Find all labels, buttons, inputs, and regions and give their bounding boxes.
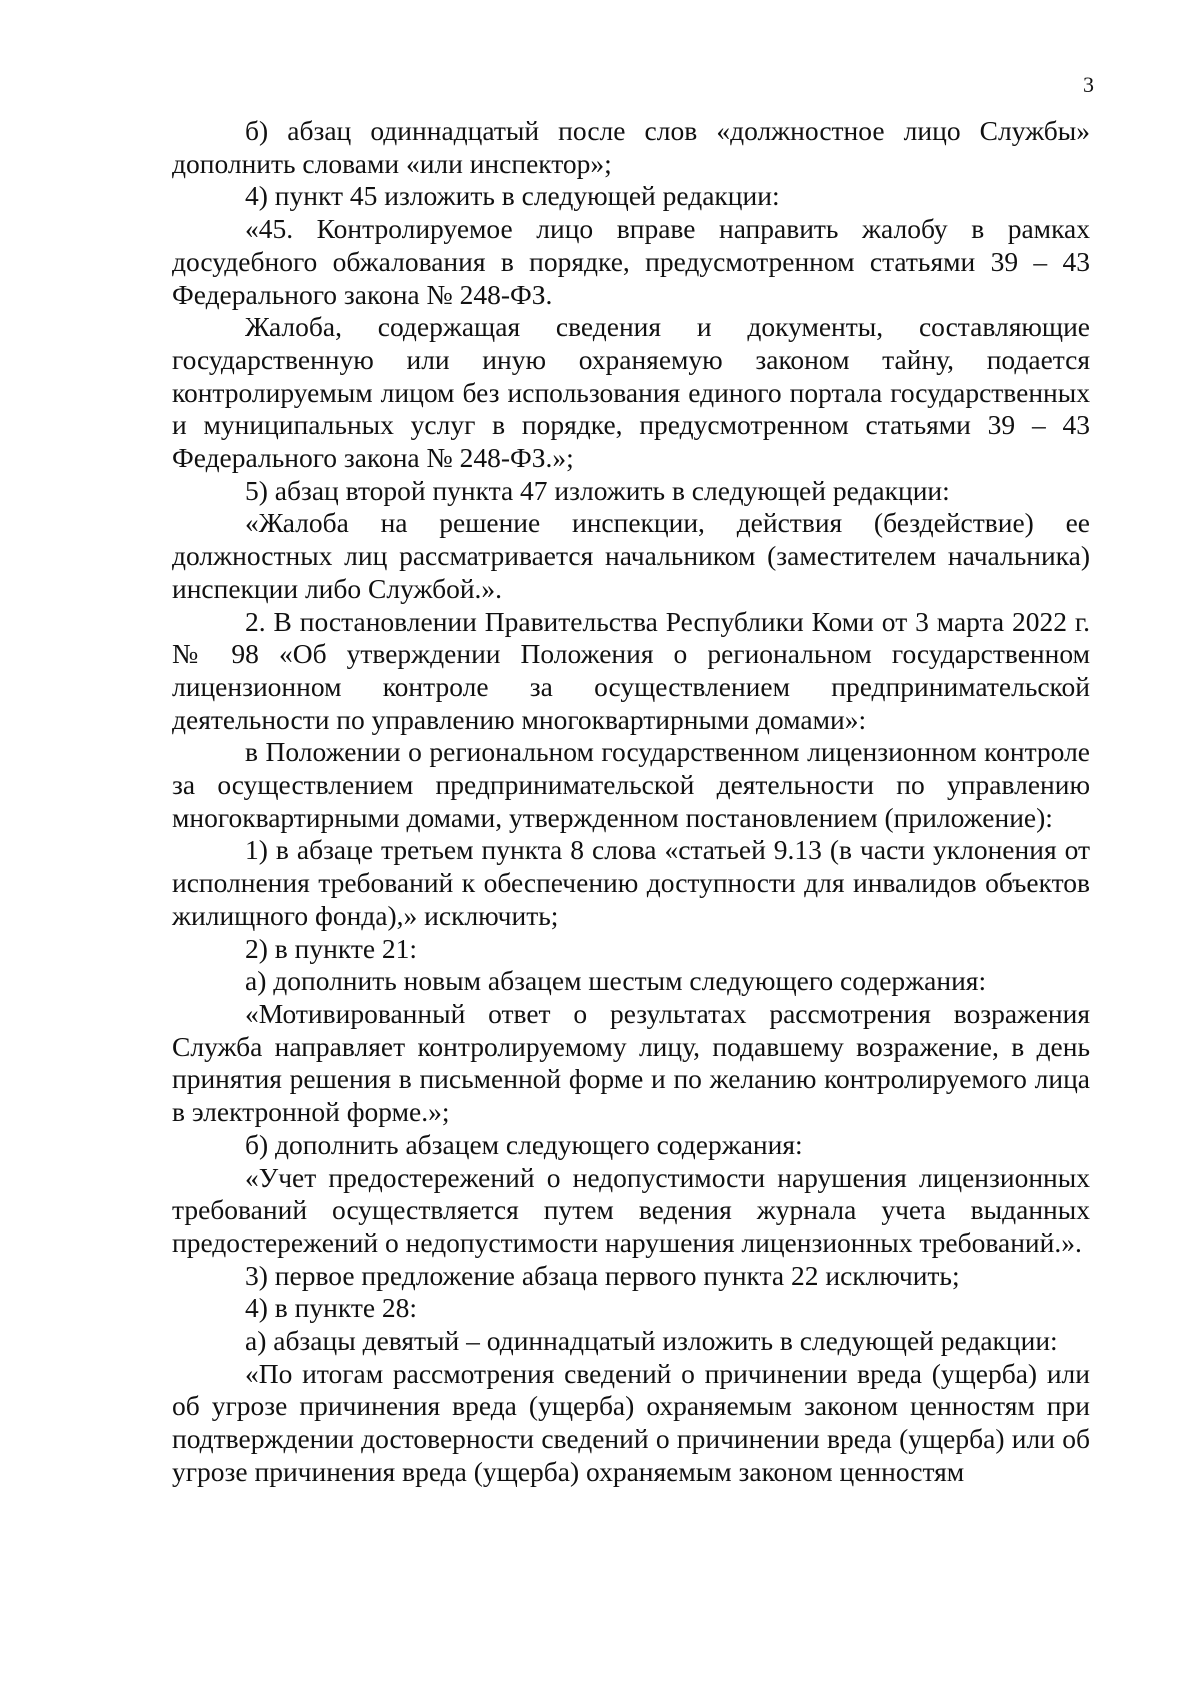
document-body	[172, 115, 1090, 1489]
paragraph-complaint-review: «Жалоба на решение инспекции, действия (бездействие) ее должностных лиц рассматривается начальником (заместителем начальника) инспекции либо Службой.».	[172, 507, 1090, 604]
paragraph-complaint-secret: Жалоба, содержащая сведения и документы, составляющие государственную или иную охраняемую законом тайну, подается контролируемым лицом без использования единого портала государственных и муниципальных услуг в порядке, предусмотренном статьями 39 – 43 Федерального закона № 248-ФЗ.»;	[172, 311, 1090, 474]
paragraph-warnings-record: «Учет предостережений о недопустимости нарушения лицензионных требований осуществляется путем ведения журнала учета выданных предостережений о недопустимости нарушения лицензионных требований.».	[172, 1161, 1090, 1258]
paragraph-harm-review: «По итогам рассмотрения сведений о причинении вреда (ущерба) или об угрозе причинения вреда (ущерба) охраняемым законом ценностям при подтверждении достоверности сведений о причинении вреда (ущерба) или об угрозе причинения вреда (ущерба) охраняемым законом ценностям	[172, 1357, 1090, 1487]
paragraph-item-3: 3) первое предложение абзаца первого пункта 22 исключить;	[245, 1259, 960, 1291]
paragraph-section-2: 2. В постановлении Правительства Республики Коми от 3 марта 2022 г. № 98 «Об утверждении Положения о региональном государственном лицензионном контроле за осуществлением предпринимательской деятельности по управлению многоквартирными домами»:	[172, 605, 1090, 735]
paragraph-item-1: 1) в абзаце третьем пункта 8 слова «статьей 9.13 (в части уклонения от исполнения требований к обеспечению доступности для инвалидов объектов жилищного фонда),» исключить;	[172, 834, 1090, 931]
page-number: 3	[1083, 72, 1094, 97]
paragraph-item-4a: а) абзацы девятый – одиннадцатый изложить в следующей редакции:	[245, 1325, 1058, 1357]
paragraph-item-5: 5) абзац второй пункта 47 изложить в следующей редакции:	[245, 474, 950, 506]
paragraph-item-2: 2) в пункте 21:	[245, 932, 418, 964]
paragraph-regulation-reference: в Положении о региональном государственном лицензионном контроле за осуществлением предпринимательской деятельности по управлению многоквартирными домами, утвержденном постановлением (приложение):	[172, 736, 1090, 833]
paragraph-item-2b: б) дополнить абзацем следующего содержания:	[245, 1128, 803, 1160]
paragraph-1b-item: б) абзац одиннадцатый после слов «должностное лицо Службы» дополнить словами «или инспектор»;	[172, 115, 1090, 179]
paragraph-motivated-answer: «Мотивированный ответ о результатах рассмотрения возражения Служба направляет контролируемому лицу, подавшему возражение, в день принятия решения в письменной форме и по желанию контролируемого лица в электронной форме.»;	[172, 997, 1090, 1128]
paragraph-item-2a: а) дополнить новым абзацем шестым следующего содержания:	[245, 965, 987, 997]
paragraph-point-45: «45. Контролируемое лицо вправе направить жалобу в рамках досудебного обжалования в порядке, предусмотренном статьями 39 – 43 Федерального закона № 248-ФЗ.	[172, 213, 1090, 310]
paragraph-item-4: 4) пункт 45 изложить в следующей редакции:	[245, 180, 780, 212]
paragraph-item-4-section-28: 4) в пункте 28:	[245, 1292, 418, 1324]
